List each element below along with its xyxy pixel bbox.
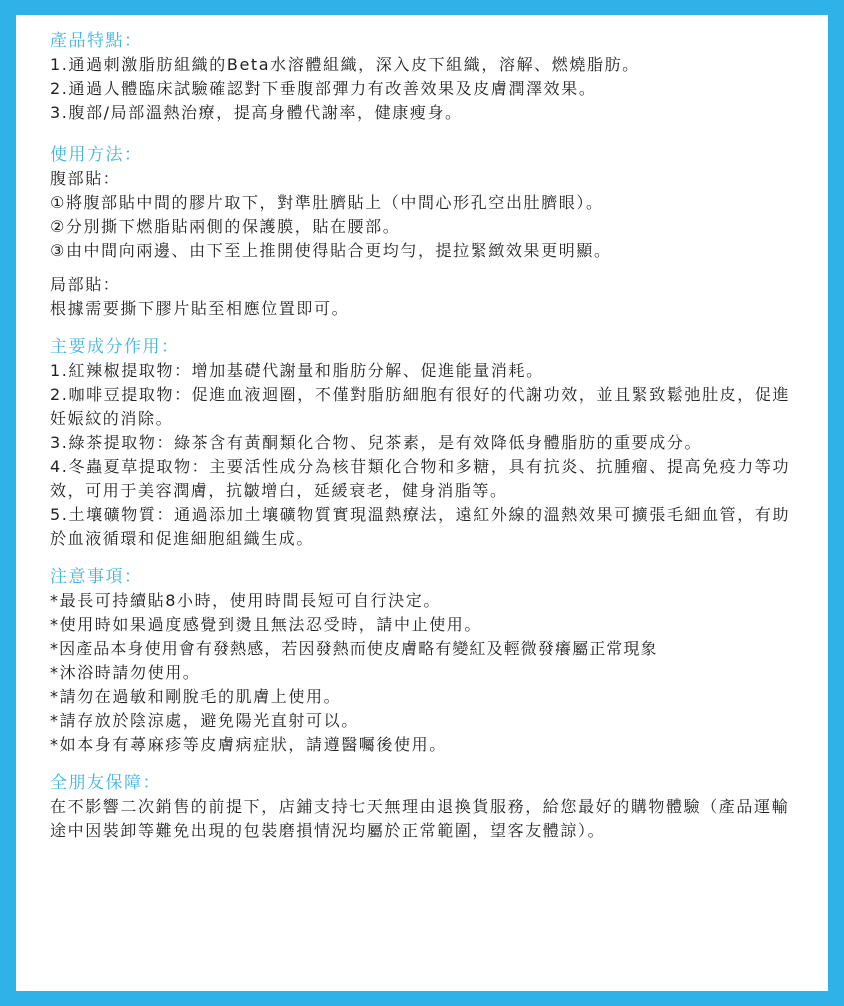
local-patch-label: 局部貼： xyxy=(50,275,121,294)
ingredient-item: 2.咖啡豆提取物：促進血液迴圈，不僅對脂肪細胞有很好的代謝功效，並且緊致鬆弛肚皮，促進妊娠紋的消除。 xyxy=(50,385,791,428)
note-item: *請勿在過敏和剛脫毛的肌膚上使用。 xyxy=(50,687,342,706)
note-item: *使用時如果過度感覺到燙且無法忍受時，請中止使用。 xyxy=(50,615,483,634)
usage-step: ③由中間向兩邊、由下至上推開使得貼合更均勻，提拉緊緻效果更明顯。 xyxy=(50,241,612,260)
feature-item: 1.通過刺激脂肪組織的Beta水溶體組織，深入皮下組織，溶解、燃燒脂肪。 xyxy=(50,55,640,74)
guarantee-text: 在不影響二次銷售的前提下，店鋪支持七天無理由退換貨服務，給您最好的購物體驗（產品運輸途中因裝卸等難免出現的包裝磨損情況均屬於正常範圍，望客友體諒）。 xyxy=(50,797,790,840)
ingredient-item: 1.紅辣椒提取物：增加基礎代謝量和脂肪分解、促進能量消耗。 xyxy=(50,361,544,380)
product-info-card xyxy=(16,15,828,991)
ingredient-item: 3.綠茶提取物：綠茶含有黃酮類化合物、兒茶素，是有效降低身體脂肪的重要成分。 xyxy=(50,433,703,452)
note-item: *請存放於陰涼處，避免陽光直射可以。 xyxy=(50,711,359,730)
abdomen-patch-label: 腹部貼： xyxy=(50,169,121,188)
guarantee-title: 全朋友保障： xyxy=(50,773,161,793)
feature-item: 2.通過人體臨床試驗確認對下垂腹部彈力有改善效果及皮膚潤澤效果。 xyxy=(50,79,597,98)
note-item: *因產品本身使用會有發熱感，若因發熱而使皮膚略有變紅及輕微發癢屬正常現象 xyxy=(50,639,658,658)
usage-step: ②分別撕下燃脂貼兩側的保護膜，貼在腰部。 xyxy=(50,217,401,236)
features-title: 產品特點： xyxy=(50,31,143,51)
usage-title: 使用方法： xyxy=(50,145,143,165)
ingredients-title: 主要成分作用： xyxy=(50,337,180,357)
ingredient-item: 4.冬蟲夏草提取物：主要活性成分為核苷類化合物和多糖，具有抗炎、抗腫瘤、提高免疫力等功效，可用于美容潤膚，抗皺增白，延緩衰老，健身消脂等。 xyxy=(50,457,791,500)
notes-title: 注意事項： xyxy=(50,567,143,587)
note-item: *如本身有蕁麻疹等皮膚病症狀，請遵醫囑後使用。 xyxy=(50,735,447,754)
feature-item: 3.腹部/局部溫熱治療，提高身體代謝率，健康瘦身。 xyxy=(50,103,463,122)
usage-step: ①將腹部貼中間的膠片取下，對準肚臍貼上（中間心形孔空出肚臍眼）。 xyxy=(50,193,604,212)
note-item: *最長可持續貼8小時，使用時間長短可自行決定。 xyxy=(50,591,441,610)
note-item: *沐浴時請勿使用。 xyxy=(50,663,201,682)
ingredient-item: 5.土壤礦物質：通過添加土壤礦物質實現溫熱療法，遠紅外線的溫熱效果可擴張毛細血管，有助於血液循環和促進細胞組織生成。 xyxy=(50,505,791,548)
local-patch-text: 根據需要撕下膠片貼至相應位置即可。 xyxy=(50,299,350,318)
